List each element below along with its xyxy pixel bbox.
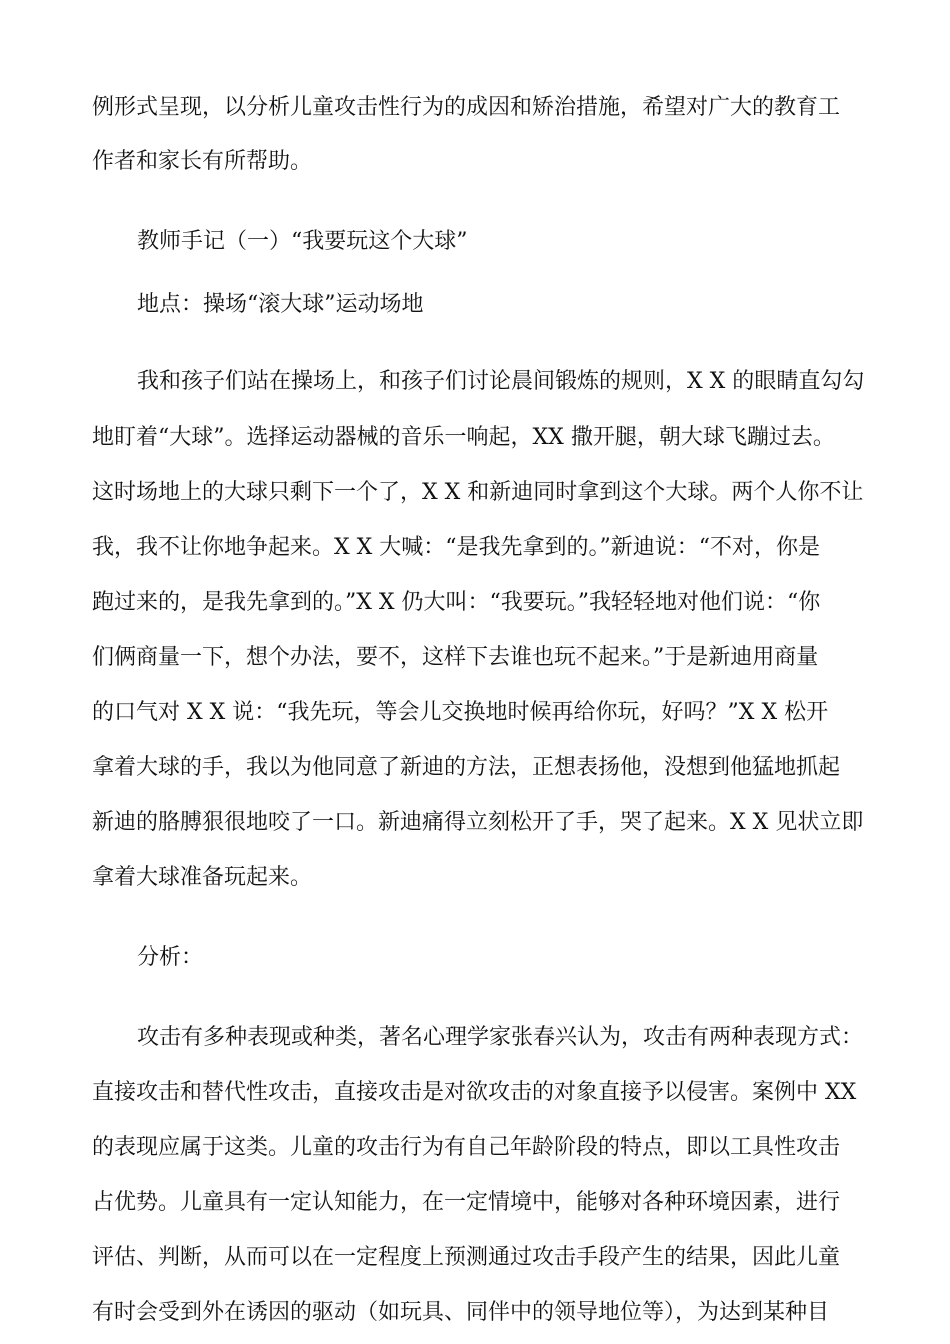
text-line: 直接攻击和替代性攻击，直接攻击是对欲攻击的对象直接予以侵害。案例中 XX bbox=[92, 1080, 857, 1105]
text-line: 的表现应属于这类。儿童的攻击行为有自己年龄阶段的特点，即以工具性攻击 bbox=[92, 1135, 841, 1160]
text-line: 拿着大球的手，我以为他同意了新迪的方法，正想表扬他，没想到他猛地抓起 bbox=[92, 755, 841, 780]
location-line: 地点：操场“滚大球”运动场地 bbox=[137, 292, 424, 317]
text-line: 拿着大球准备玩起来。 bbox=[92, 865, 313, 890]
text-line: 们俩商量一下，想个办法，要不，这样下去谁也玩不起来。”于是新迪用商量 bbox=[92, 645, 819, 670]
text-line: 的口气对 X X 说：“我先玩，等会儿交换地时候再给你玩，好吗？”X X 松开 bbox=[92, 700, 829, 725]
text-line: 作者和家长有所帮助。 bbox=[92, 149, 313, 174]
analysis-heading: 分析： bbox=[137, 945, 204, 970]
text-line: 有时会受到外在诱因的驱动（如玩具、同伴中的领导地位等），为达到某种目 bbox=[92, 1300, 830, 1325]
text-line: 我，我不让你地争起来。X X 大喊：“是我先拿到的。”新迪说：“不对，你是 bbox=[92, 535, 821, 560]
text-line: 我和孩子们站在操场上，和孩子们讨论晨间锻炼的规则，X X 的眼睛直勾勾 bbox=[137, 369, 865, 394]
text-line: 攻击有多种表现或种类，著名心理学家张春兴认为，攻击有两种表现方式： bbox=[137, 1025, 864, 1050]
text-line: 评估、判断，从而可以在一定程度上预测通过攻击手段产生的结果，因此儿童 bbox=[92, 1245, 841, 1270]
section-heading: 教师手记（一）“我要玩这个大球” bbox=[137, 229, 468, 254]
text-line: 这时场地上的大球只剩下一个了，X X 和新迪同时拿到这个大球。两个人你不让 bbox=[92, 480, 864, 505]
text-line: 占优势。儿童具有一定认知能力，在一定情境中，能够对各种环境因素，进行 bbox=[92, 1190, 841, 1215]
text-line: 新迪的胳膊狠很地咬了一口。新迪痛得立刻松开了手，哭了起来。X X 见状立即 bbox=[92, 810, 864, 835]
text-line: 地盯着“大球”。选择运动器械的音乐一响起，XX 撒开腿，朝大球飞蹦过去。 bbox=[92, 425, 835, 450]
text-line: 跑过来的，是我先拿到的。”X X 仍大叫：“我要玩。”我轻轻地对他们说：“你 bbox=[92, 590, 821, 615]
text-line: 例形式呈现，以分析儿童攻击性行为的成因和矫治措施，希望对广大的教育工 bbox=[92, 95, 841, 120]
